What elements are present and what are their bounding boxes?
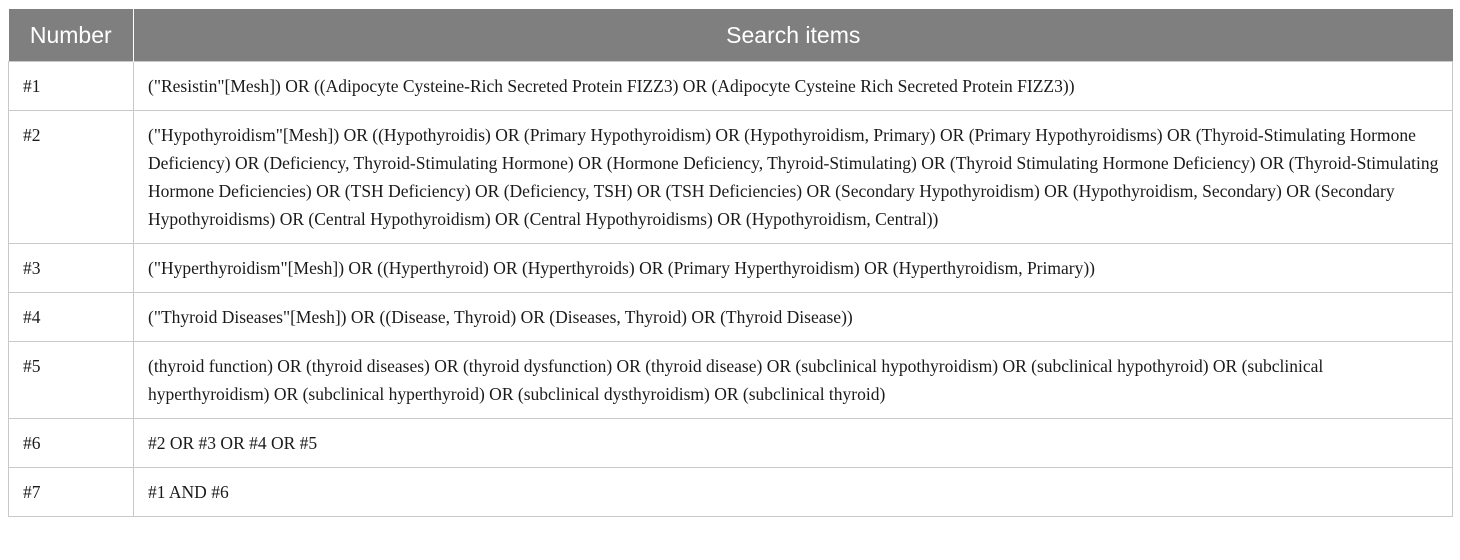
table-body xyxy=(9,62,1453,517)
search-strategy-table xyxy=(8,9,1453,517)
table-row xyxy=(9,342,1453,419)
table-row xyxy=(9,468,1453,517)
header-number: Number xyxy=(9,9,134,62)
row-number: #4 xyxy=(9,293,134,342)
header-search-items: Search items xyxy=(134,9,1453,62)
row-search-items: ("Thyroid Diseases"[Mesh]) OR ((Disease, Thyroid) OR (Diseases, Thyroid) OR (Thyroid Disease)) xyxy=(134,293,1453,342)
table-header xyxy=(9,9,1453,62)
table-row xyxy=(9,62,1453,111)
header-row xyxy=(9,9,1453,62)
row-number: #5 xyxy=(9,342,134,419)
row-search-items: ("Hypothyroidism"[Mesh]) OR ((Hypothyroidis) OR (Primary Hypothyroidism) OR (Hypothyroidism, Primary) OR (Primary Hypothyroidisms) OR (Thyroid-Stimulating Hormone Deficiency) OR (Deficiency, Thyroid-Stimulating Hormone) OR (Hormone Deficiency, Thyroid-Stimulating) OR (Thyroid Stimulating Hormone Deficiency) OR (Thyroid-Stimulating Hormone Deficiencies) OR (TSH Deficiency) OR (Deficiency, TSH) OR (TSH Deficiencies) OR (Secondary Hypothyroidism) OR (Hypothyroidism, Secondary) OR (Secondary Hypothyroidisms) OR (Central Hypothyroidism) OR (Central Hypothyroidisms) OR (Hypothyroidism, Central)) xyxy=(134,111,1453,244)
row-number: #2 xyxy=(9,111,134,244)
row-search-items: #1 AND #6 xyxy=(134,468,1453,517)
row-number: #3 xyxy=(9,244,134,293)
row-search-items: ("Resistin"[Mesh]) OR ((Adipocyte Cysteine-Rich Secreted Protein FIZZ3) OR (Adipocyte Cysteine Rich Secreted Protein FIZZ3)) xyxy=(134,62,1453,111)
table-row xyxy=(9,293,1453,342)
row-number: #1 xyxy=(9,62,134,111)
table-row xyxy=(9,244,1453,293)
row-number: #7 xyxy=(9,468,134,517)
table-row xyxy=(9,419,1453,468)
row-search-items: (thyroid function) OR (thyroid diseases) OR (thyroid dysfunction) OR (thyroid disease) OR (subclinical hypothyroidism) OR (subclinical hypothyroid) OR (subclinical hyperthyroidism) OR (subclinical hyperthyroid) OR (subclinical dysthyroidism) OR (subclinical thyroid) xyxy=(134,342,1453,419)
row-search-items: #2 OR #3 OR #4 OR #5 xyxy=(134,419,1453,468)
row-number: #6 xyxy=(9,419,134,468)
row-search-items: ("Hyperthyroidism"[Mesh]) OR ((Hyperthyroid) OR (Hyperthyroids) OR (Primary Hyperthyroidism) OR (Hyperthyroidism, Primary)) xyxy=(134,244,1453,293)
table-row xyxy=(9,111,1453,244)
